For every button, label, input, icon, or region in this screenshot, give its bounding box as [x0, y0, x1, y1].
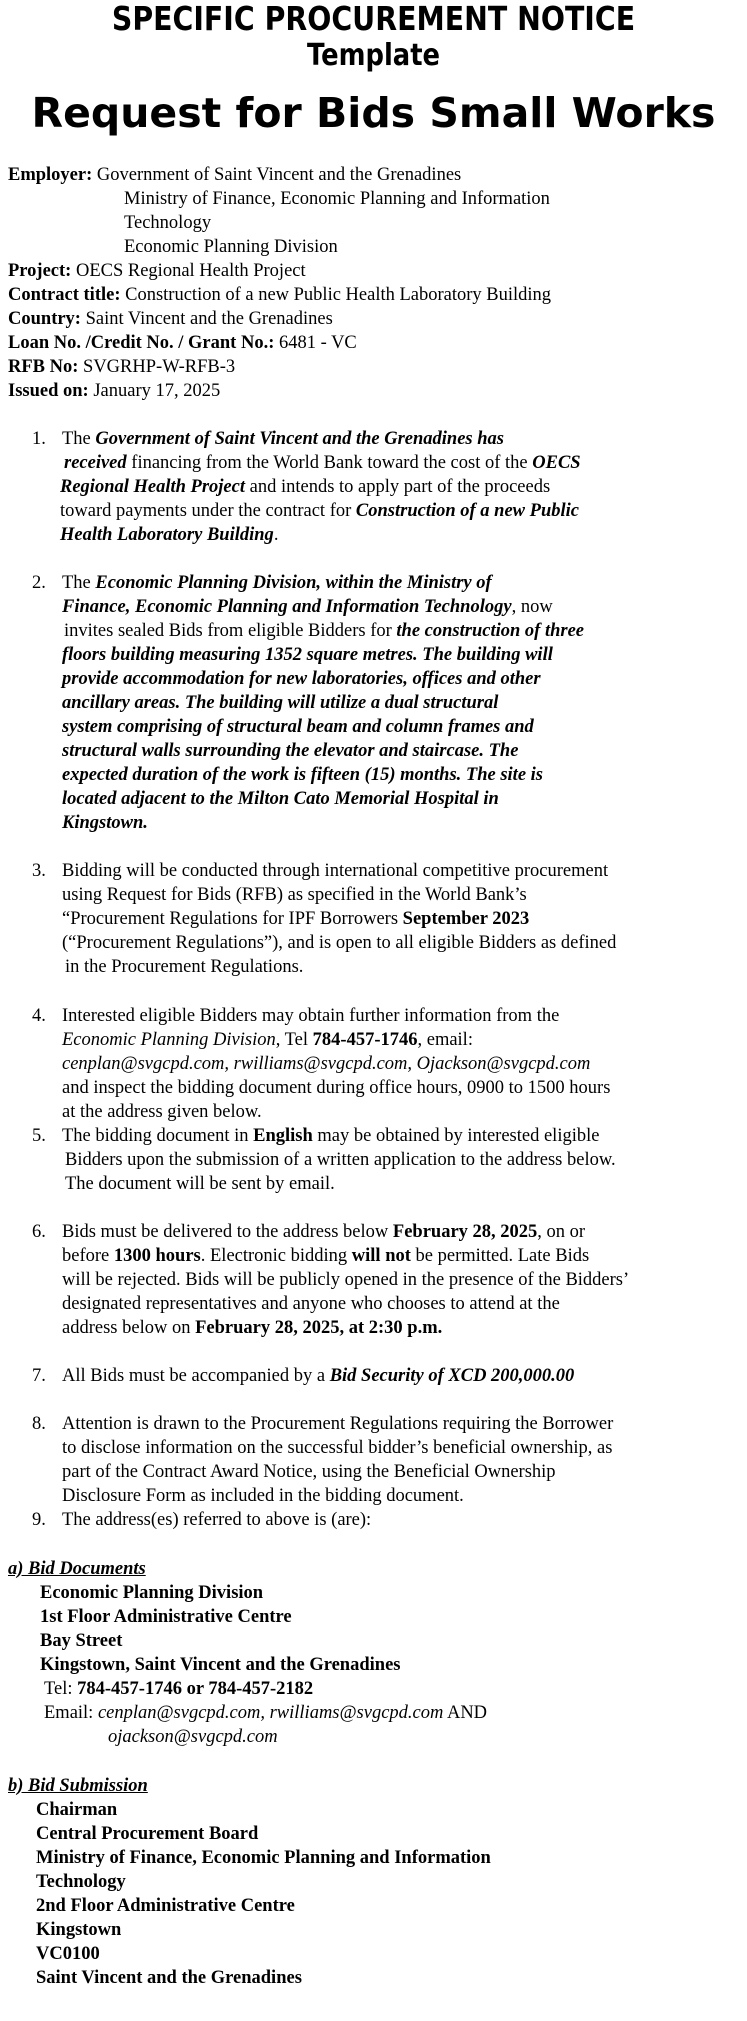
paragraph-3: Bidding will be conducted through international competitive procurement using Request for Bids (RFB) as specified in the World Bank’s “Procurement Regulations for IPF Borrowers September 2023 (“Procurement Regulations”), and is open to all eligible Bidders as defined in the Procurement Regulations. [62, 861, 617, 977]
email-line: Email: cenplan@svgcpd.com, rwilliams@svgcpd.com AND [44, 1703, 488, 1723]
address-line: VC0100 [36, 1944, 100, 1964]
country-row: Country: Saint Vincent and the Grenadines [8, 309, 333, 329]
item-number: 9. [32, 1510, 46, 1530]
paragraph-9: The address(es) referred to above is (are): [62, 1510, 372, 1530]
item-number: 5. [32, 1126, 46, 1146]
paragraph-6: Bids must be delivered to the address below February 28, 2025, on or before 1300 hours. Electronic bidding will not be permitted. Late Bids will be rejected. Bids will be publicly opened in the presence of the Bidders’ designated representatives and anyone who chooses to attend at the address below on February 28, 2025, at 2:30 p.m. [62, 1222, 630, 1338]
item-number: 7. [32, 1366, 46, 1386]
project-row: Project: OECS Regional Health Project [8, 261, 306, 281]
item-number: 8. [32, 1414, 46, 1434]
tel-line: Tel: 784-457-1746 or 784-457-2182 [44, 1679, 314, 1699]
contract-row: Contract title: Construction of a new Public Health Laboratory Building [8, 285, 552, 305]
address-line: Kingstown, Saint Vincent and the Grenadines [40, 1655, 401, 1675]
employer-line: Ministry of Finance, Economic Planning and Information [124, 189, 550, 209]
item-number: 3. [32, 861, 46, 881]
notice-title: Request for Bids Small Works [31, 89, 716, 137]
address-line: Economic Planning Division [40, 1583, 264, 1603]
address-line: Ministry of Finance, Economic Planning and Information [36, 1848, 491, 1868]
employer-row: Employer: Government of Saint Vincent and the Grenadines [8, 165, 462, 185]
paragraph-5: The bidding document in English may be obtained by interested eligible Bidders upon the submission of a written application to the address below. The document will be sent by email. [62, 1126, 616, 1194]
item-number: 1. [32, 429, 46, 449]
paragraph-7: All Bids must be accompanied by a Bid Security of XCD 200,000.00 [62, 1366, 575, 1386]
rfb-row: RFB No: SVGRHP-W-RFB-3 [8, 357, 236, 377]
address-line: Central Procurement Board [36, 1824, 259, 1844]
email-line-2: ojackson@svgcpd.com [108, 1727, 278, 1747]
employer-line: Technology [124, 213, 212, 233]
address-line: Saint Vincent and the Grenadines [36, 1968, 302, 1988]
address-line: Bay Street [40, 1631, 123, 1651]
address-line: Technology [36, 1872, 126, 1892]
paragraph-4: Interested eligible Bidders may obtain further information from the Economic Planning Division, Tel 784-457-1746, email: cenplan@svgcpd.com, rwilliams@svgcpd.com, Ojackson@svgcpd.com and inspect the bidding document during office hours, 0900 to 1500 hours at the address given below. [62, 1006, 611, 1122]
paragraph-8: Attention is drawn to the Procurement Regulations requiring the Borrower to disclose information on the successful bidder’s beneficial ownership, as part of the Contract Award Notice, using the Beneficial Ownership Disclosure Form as included in the bidding document. [62, 1414, 614, 1506]
item-number: 2. [32, 573, 46, 593]
bid-documents-label: a) Bid Documents [8, 1559, 146, 1579]
address-line: Kingstown [36, 1920, 122, 1940]
loan-row: Loan No. /Credit No. / Grant No.: 6481 - VC [8, 333, 357, 353]
address-line: 1st Floor Administrative Centre [40, 1607, 292, 1627]
address-line: 2nd Floor Administrative Centre [36, 1896, 295, 1916]
employer-line: Economic Planning Division [124, 237, 338, 257]
item-number: 4. [32, 1006, 46, 1026]
address-line: Chairman [36, 1800, 118, 1820]
paragraph-2: The Economic Planning Division, within the Ministry of Finance, Economic Planning and Information Technology, now invites sealed Bids from eligible Bidders for the construction of three floors building measuring 1352 square metres. The building will provide accommodation for new laboratories, offices and other ancillary areas. The building will utilize a dual structural system comprising of structural beam and column frames and structural walls surrounding the elevator and staircase. The expected duration of the work is fifteen (15) months. The site is located adjacent to the Milton Cato Memorial Hospital in Kingstown. [62, 573, 585, 833]
issued-row: Issued on: January 17, 2025 [8, 381, 221, 401]
notice-heading: SPECIFIC PROCUREMENT NOTICE [111, 0, 636, 38]
item-number: 6. [32, 1222, 46, 1242]
bid-submission-label: b) Bid Submission [8, 1776, 148, 1796]
paragraph-1: The Government of Saint Vincent and the Grenadines has received financing from the World Bank toward the cost of the OECS Regional Health Project and intends to apply part of the proceeds toward payments under the contract for Construction of a new Public Health Laboratory Building. [60, 429, 581, 545]
notice-subheading: Template [306, 38, 441, 73]
